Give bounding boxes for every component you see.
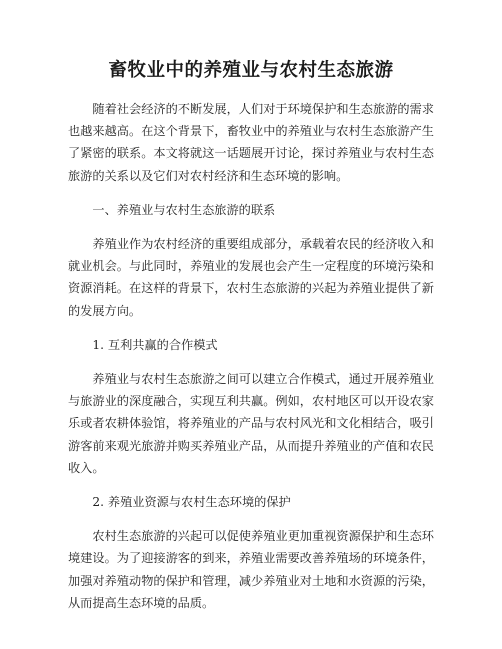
paragraph-intro: 随着社会经济的不断发展，人们对于环境保护和生态旅游的需求也越来越高。在这个背景下，畜牧业中的养殖业与农村生态旅游产生了紧密的联系。本文将就这一话题展开讨论，探讨养殖业与农村生态旅游的关系以及它们对农村经济和生态环境的影响。 — [68, 102, 434, 183]
subheading-2: 2. 养殖业资源与农村生态环境的保护 — [92, 495, 291, 510]
section-heading-1: 一、养殖业与农村生态旅游的联系 — [92, 202, 276, 217]
paragraph-subsection-2: 农村生态旅游的兴起可以促使养殖业更加重视资源保护和生态环境建设。为了迎接游客的到来，养殖业需要改善养殖场的环境条件，加强对养殖动物的保护和管理，减少养殖业对土地和水资源的污染，从而提高生态环境的品质。 — [68, 529, 434, 610]
document-title: 畜牧业中的养殖业与农村生态旅游 — [108, 60, 394, 81]
paragraph-section-1: 养殖业作为农村经济的重要组成部分，承载着农民的经济收入和就业机会。与此同时，养殖业的发展也会产生一定程度的环境污染和资源消耗。在这样的背景下，农村生态旅游的兴起为养殖业提供了新的发展方向。 — [68, 237, 434, 318]
paragraph-subsection-1: 养殖业与农村生态旅游之间可以建立合作模式，通过开展养殖业与旅游业的深度融合，实现互利共赢。例如，农村地区可以开设农家乐或者农耕体验馆，将养殖业的产品与农村风光和文化相结合，吸引游客前来观光旅游并购买养殖业产品，从而提升养殖业的产值和农民收入。 — [68, 372, 434, 475]
subheading-1: 1. 互利共赢的合作模式 — [92, 337, 218, 352]
